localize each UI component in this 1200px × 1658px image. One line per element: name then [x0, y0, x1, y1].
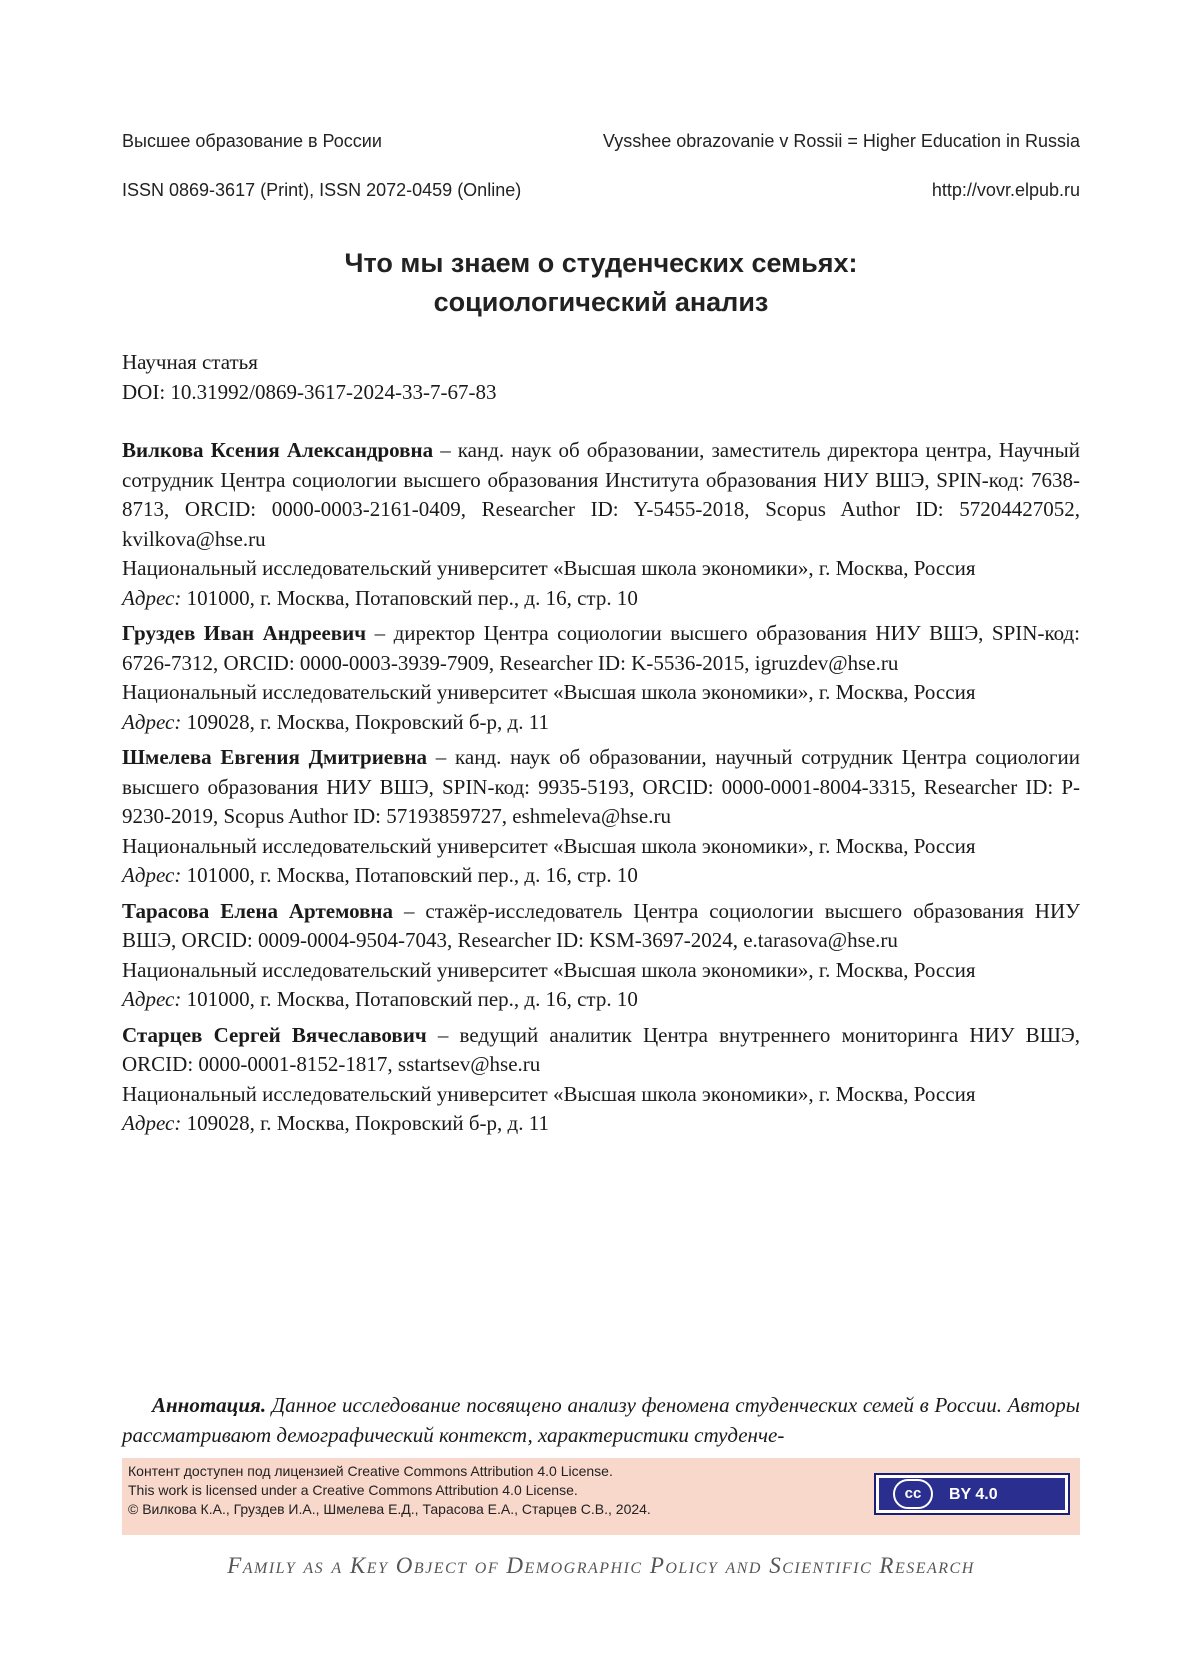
- author-entry: [122, 436, 1080, 613]
- address-value: 109028, г. Москва, Покровский б-р, д. 11: [181, 709, 549, 734]
- author-entry: [122, 897, 1080, 1015]
- address-label: Адрес:: [122, 585, 182, 610]
- author-affiliation: Национальный исследовательский университет «Высшая школа экономики», г. Москва, Россия: [122, 957, 976, 982]
- author-affiliation: Национальный исследовательский университет «Высшая школа экономики», г. Москва, Россия: [122, 680, 976, 704]
- address-value: 101000, г. Москва, Потаповский пер., д. 16, стр. 10: [181, 863, 638, 887]
- license-line-en: This work is licensed under a Creative Commons Attribution 4.0 License.: [128, 1482, 578, 1498]
- author-entry: [122, 1021, 1080, 1139]
- cc-badge-label: BY 4.0: [949, 1485, 998, 1503]
- author-description: – канд. наук об образовании, заместитель директора центра, Научный сотрудник Центра социологии высшего образования Института образования НИУ ВШЭ, SPIN-код: 7638-8713, ORCID: 0000-0003-2161-0409, Researcher ID: Y-5455-2018, Scopus Author ID: 57204427052, kvilkova@hse.ru: [122, 438, 1080, 551]
- address-value: 101000, г. Москва, Потаповский пер., д. 16, стр. 10: [181, 987, 638, 1011]
- copyright-line: © Вилкова К.А., Груздев И.А., Шмелева Е.Д., Тарасова Е.А., Старцев С.В., 2024.: [128, 1501, 651, 1517]
- author-entry: [122, 743, 1080, 891]
- article-meta: [122, 347, 1080, 407]
- license-box: [122, 1458, 1080, 1535]
- author-address: [122, 861, 1080, 891]
- address-value: 109028, г. Москва, Покровский б-р, д. 11: [181, 1111, 549, 1135]
- author-name: Вилкова Ксения Александровна: [122, 438, 434, 462]
- title-line-1: Что мы знаем о студенческих семьях:: [344, 248, 858, 278]
- author-description: – стажёр-исследователь Центра социологии высшего образования НИУ ВШЭ, ORCID: 0009-0004-9504-7043, Researcher ID: KSM-3697-2024, e.tarasova@hse.ru: [122, 898, 1080, 952]
- abstract-label: Аннотация.: [152, 1393, 267, 1417]
- issn: ISSN 0869-3617 (Print), ISSN 2072-0459 (Online): [122, 180, 522, 200]
- author-address: [122, 1109, 1080, 1139]
- author-entry: [122, 619, 1080, 737]
- author-description: – директор Центра социологии высшего образования НИУ ВШЭ, SPIN-код: 6726-7312, ORCID: 0000-0003-3939-7909, Researcher ID: K-5536-2015, igruzdev@hse.ru: [122, 621, 1080, 675]
- license-text: [128, 1462, 651, 1519]
- doi[interactable]: DOI: 10.31992/0869-3617-2024-33-7-67-83: [122, 380, 497, 404]
- article-title: [122, 244, 1080, 322]
- author-address: [122, 985, 1080, 1015]
- address-label: Адрес:: [122, 987, 182, 1011]
- journal-header: [122, 131, 1080, 152]
- author-list: [122, 436, 1080, 1145]
- creative-commons-icon: cc: [893, 1479, 933, 1509]
- issn-header: [122, 180, 1080, 201]
- author-affiliation: Национальный исследовательский университет «Высшая школа экономики», г. Москва, Россия: [122, 556, 976, 580]
- author-description-para: [122, 897, 1080, 956]
- address-label: Адрес:: [122, 863, 182, 887]
- cc-badge-inner: [879, 1478, 1065, 1510]
- license-line-ru: Контент доступен под лицензией Creative Commons Attribution 4.0 License.: [128, 1463, 613, 1479]
- author-description-para: [122, 1021, 1080, 1080]
- abstract: [122, 1390, 1080, 1450]
- author-address: [122, 584, 1080, 614]
- author-name: Груздев Иван Андреевич: [122, 621, 367, 645]
- author-description: – канд. наук об образовании, научный сотрудник Центра социологии высшего образования НИУ ВШЭ, SPIN-код: 9935-5193, ORCID: 0000-0001-8004-3315, Researcher ID: P-9230-2019, Scopus Author ID: 57193859727, eshmeleva@hse.ru: [122, 745, 1080, 828]
- abstract-text: Данное исследование посвящено анализу феномена студенческих семей в России. Авторы рассматривают демографический контекст, характеристики студенче-: [122, 1393, 1080, 1447]
- journal-name-en: Vysshee obrazovanie v Rossii = Higher Education in Russia: [602, 131, 1080, 151]
- journal-name-ru: Высшее образование в России: [122, 131, 382, 151]
- journal-url[interactable]: http://vovr.elpub.ru: [931, 180, 1080, 200]
- address-label: Адрес:: [122, 709, 182, 734]
- title-line-2: социологический анализ: [433, 287, 769, 317]
- author-affiliation: Национальный исследовательский университет «Высшая школа экономики», г. Москва, Россия: [122, 833, 976, 858]
- author-name: Тарасова Елена Артемовна: [122, 898, 394, 923]
- author-address: [122, 708, 1080, 738]
- cc-by-badge[interactable]: [874, 1473, 1070, 1515]
- author-description-para: [122, 436, 1080, 554]
- running-title: Family as a Key Object of Demographic Policy and Scientific Research: [227, 1553, 975, 1578]
- author-description-para: [122, 743, 1080, 832]
- author-name: Старцев Сергей Вячеславович: [122, 1022, 427, 1047]
- author-description: – ведущий аналитик Центра внутреннего мониторинга НИУ ВШЭ, ORCID: 0000-0001-8152-1817, sstartsev@hse.ru: [122, 1022, 1080, 1076]
- author-name: Шмелева Евгения Дмитриевна: [122, 745, 428, 769]
- address-label: Адрес:: [122, 1111, 182, 1135]
- author-description-para: [122, 619, 1080, 678]
- address-value: 101000, г. Москва, Потаповский пер., д. 16, стр. 10: [181, 585, 638, 610]
- article-type: Научная статья: [122, 350, 258, 374]
- author-affiliation: Национальный исследовательский университет «Высшая школа экономики», г. Москва, Россия: [122, 1081, 976, 1106]
